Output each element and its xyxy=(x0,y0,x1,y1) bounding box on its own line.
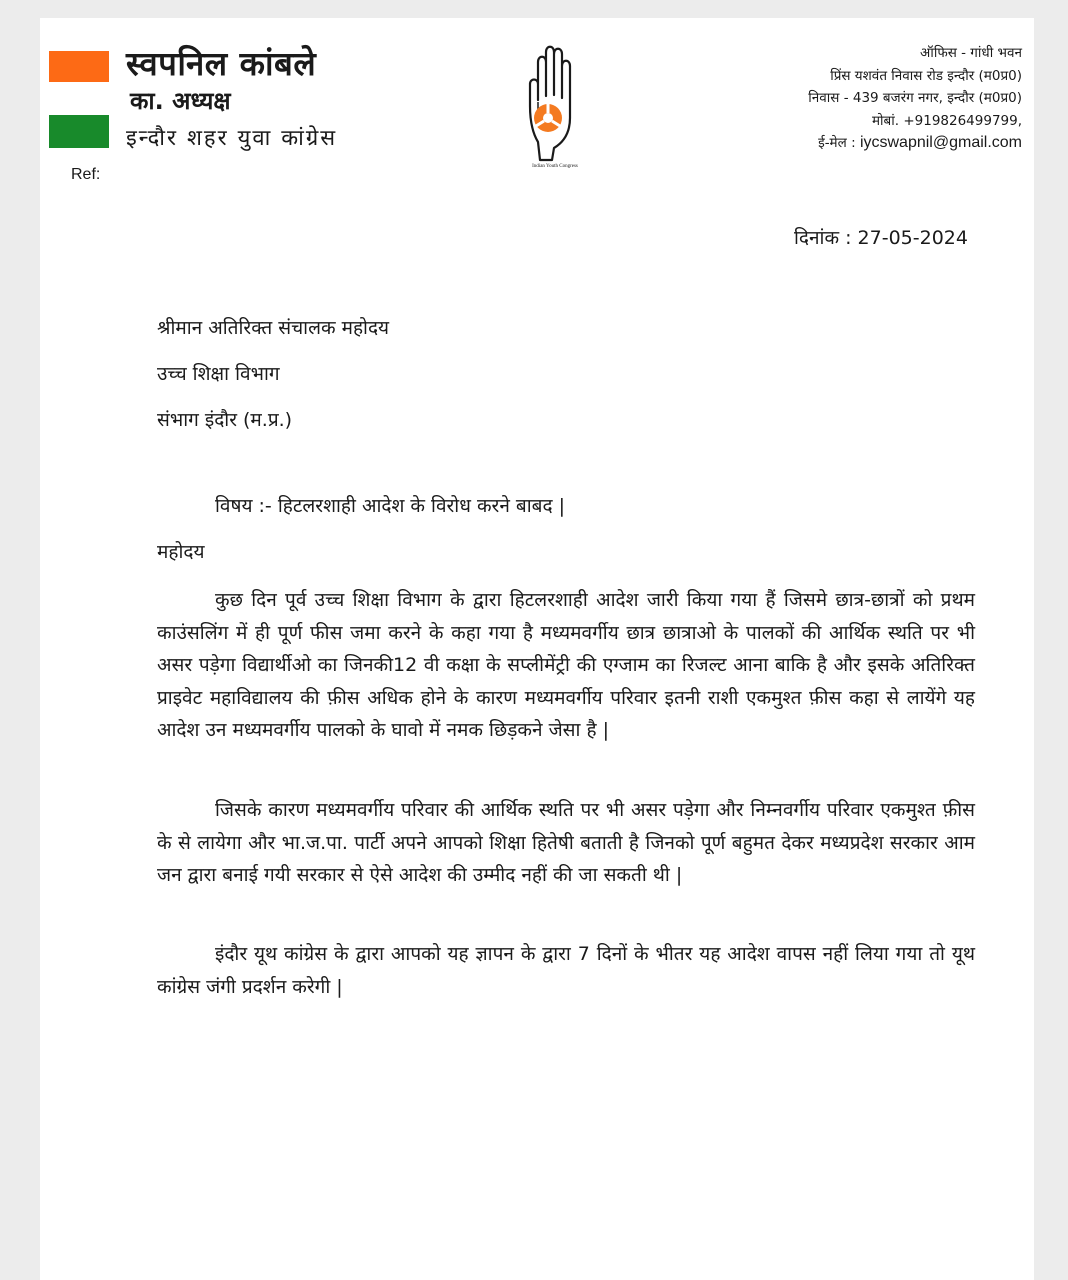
sender-organization: इन्दौर शहर युवा कांग्रेस xyxy=(126,126,338,151)
recipient-line-1: श्रीमान अतिरिक्त संचालक महोदय xyxy=(157,317,390,339)
mobile-number: मोबां. +919826499799, xyxy=(871,112,1022,129)
flag-green-stripe xyxy=(49,115,109,148)
body-paragraph-3: इंदौर यूथ कांग्रेस के द्वारा आपको यह ज्ञापन के द्वारा 7 दिनों के भीतर यह आदेश वापस नहीं लिया गया तो यूथ कांग्रेस जंगी प्रदर्शन करेगी | xyxy=(157,943,975,998)
recipient-line-2: उच्च शिक्षा विभाग xyxy=(157,363,280,385)
email-label: ई-मेल : xyxy=(818,135,856,151)
sender-post: का. अध्यक्ष xyxy=(130,87,231,115)
congress-hand-logo-icon xyxy=(524,40,598,170)
residence-address: निवास - 439 बजरंग नगर, इन्दौर (म0प्र0) xyxy=(808,90,1022,106)
office-label: ऑफिस - गांधी भवन xyxy=(920,45,1022,61)
letter-subject: विषय :- हिटलरशाही आदेश के विरोध करने बाबद | xyxy=(215,495,566,517)
sender-name: स्वपनिल कांबले xyxy=(126,44,317,83)
letter-page xyxy=(40,18,1034,1280)
body-paragraph-1: कुछ दिन पूर्व उच्च शिक्षा विभाग के द्वारा हिटलरशाही आदेश जारी किया गया हैं जिसमे छात्र-छात्रों को प्रथम काउंसलिंग में ही पूर्ण फीस जमा करने के कहा गया है मध्यमवर्गीय छात्र छात्राओ के पालकों की आर्थिक स्थति पर भी असर पड़ेगा विद्यार्थीओ का जिनकी12 वी कक्षा के सप्लीमेंट्री की एग्जाम का रिजल्ट आना बाकि है और इसके अतिरिक्त प्राइवेट महाविद्यालय की फ़ीस अधिक होने के कारण मध्यमवर्गीय परिवार इतनी राशी एकमुश्त फ़ीस कहा से लायेंगे यह आदेश उन मध्यमवर्गीय पालको के घावो में नमक छिड़कने जेसा है | xyxy=(157,589,975,742)
email-address: iycswapnil@gmail.com xyxy=(859,134,1022,151)
email-line xyxy=(808,132,1022,155)
body-paragraph-2: जिसके कारण मध्यमवर्गीय परिवार की आर्थिक स्थति पर भी असर पड़ेगा और निम्नवर्गीय परिवार एकमुश्त फ़ीस के से लायेगा और भा.ज.पा. पार्टी अपने आपको शिक्षा हितेषी बताती है जिनको पूर्ण बहुमत देकर मध्यप्रदेश सरकार आम जन द्वारा बनाई गयी सरकार से ऐसे आदेश की उम्मीद नहीं की जा सकती थी | xyxy=(157,799,975,887)
letter-date: दिनांक : 27-05-2024 xyxy=(794,227,968,249)
salutation: महोदय xyxy=(157,541,205,563)
svg-text:Indian Youth Congress: Indian Youth Congress xyxy=(532,164,578,169)
contact-block xyxy=(808,42,1022,155)
office-address: प्रिंस यशवंत निवास रोड इन्दौर (म0प्र0) xyxy=(830,67,1022,84)
flag-saffron-stripe xyxy=(49,51,109,82)
ref-label: Ref: xyxy=(71,166,101,183)
recipient-line-3: संभाग इंदौर (म.प्र.) xyxy=(157,409,293,431)
